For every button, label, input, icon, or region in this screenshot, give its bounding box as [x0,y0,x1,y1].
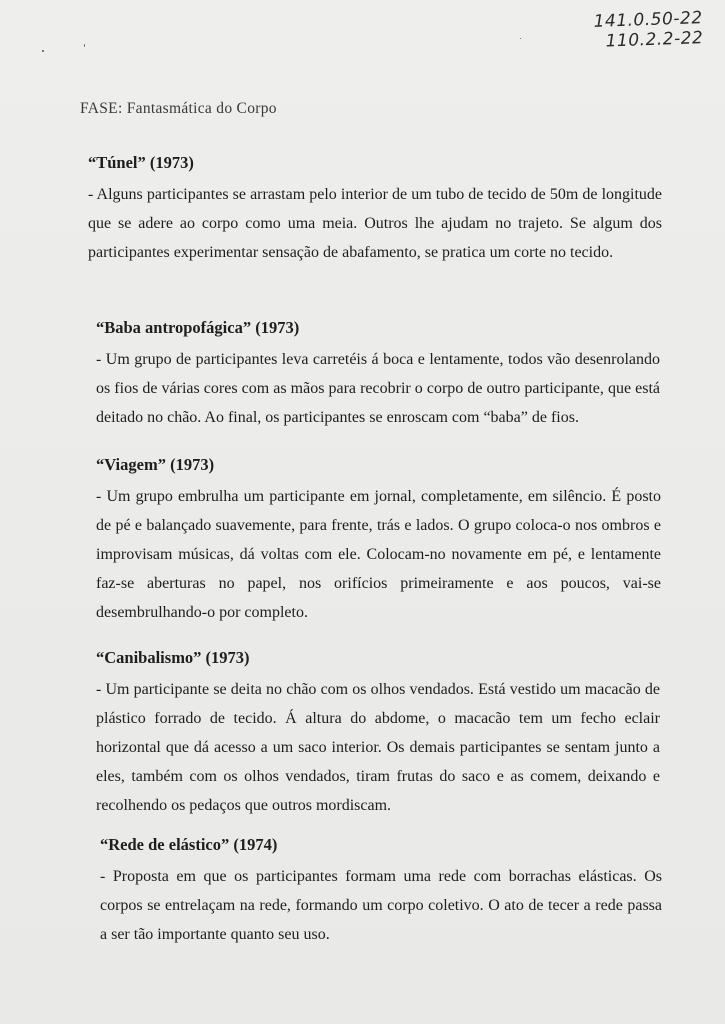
phase-title: FASE: Fantasmática do Corpo [80,100,277,117]
paper-speck [84,44,85,47]
section-title: “Baba antropofágica” (1973) [96,318,300,337]
section-body: - Um participante se deita no chão com os olhos vendados. Está vestido um macacão de plástico forrado de tecido. Á altura do abdome, o macacão tem um fecho eclair horizontal que dá acesso a um saco interior. Os demais participantes se sentam junto a eles, também com os olhos vendados, tiram frutas do saco e as comem, deixando e recolhendo os pedaços que outros mordiscam. [96,681,660,814]
section-title: “Viagem” (1973) [96,455,215,474]
section-title: “Canibalismo” (1973) [96,648,250,667]
section-title: “Rede de elástico” (1974) [100,835,278,854]
section-body: - Proposta em que os participantes formam uma rede com borrachas elásticas. Os corpos se entrelaçam na rede, formando um corpo coletivo. O ato de tecer a rede passa a ser tão importante quanto seu uso. [100,868,662,943]
paper-speck [520,38,521,39]
section-canibalismo [96,647,660,820]
section-body: - Alguns participantes se arrastam pelo interior de um tubo de tecido de 50m de longitude que se adere ao corpo como uma meia. Outros lhe ajudam no trajeto. Se algum dos participantes experimentar sensação de abafamento, se pratica um corte no tecido. [88,186,662,261]
section-body: - Um grupo embrulha um participante em jornal, completamente, em silêncio. É posto de pé e balançado suavemente, para frente, trás e lados. O grupo coloca-o nos ombros e improvisam músicas, dá voltas com ele. Colocam-no novamente em pé, e lentamente faz-se aberturas no papel, nos orifícios primeiramente e aos poucos, vai-se desembrulhando-o por completo. [96,488,661,621]
section-title: “Túnel” (1973) [88,153,194,172]
section-viagem [96,454,661,627]
section-baba-antropofagica [96,317,660,432]
handwritten-note-line-1: 141.0.50-22 [593,8,703,32]
section-tunel [88,152,662,267]
handwritten-note-line-2: 110.2.2-22 [605,28,704,52]
handwritten-reference-note [593,8,703,52]
section-rede-de-elastico [100,834,662,949]
section-body: - Um grupo de participantes leva carretéis á boca e lentamente, todos vão desenrolando os fios de várias cores com as mãos para recobrir o corpo de outro participante, que está deitado no chão. Ao final, os participantes se enroscam com “baba” de fios. [96,351,660,426]
paper-speck [42,50,44,52]
